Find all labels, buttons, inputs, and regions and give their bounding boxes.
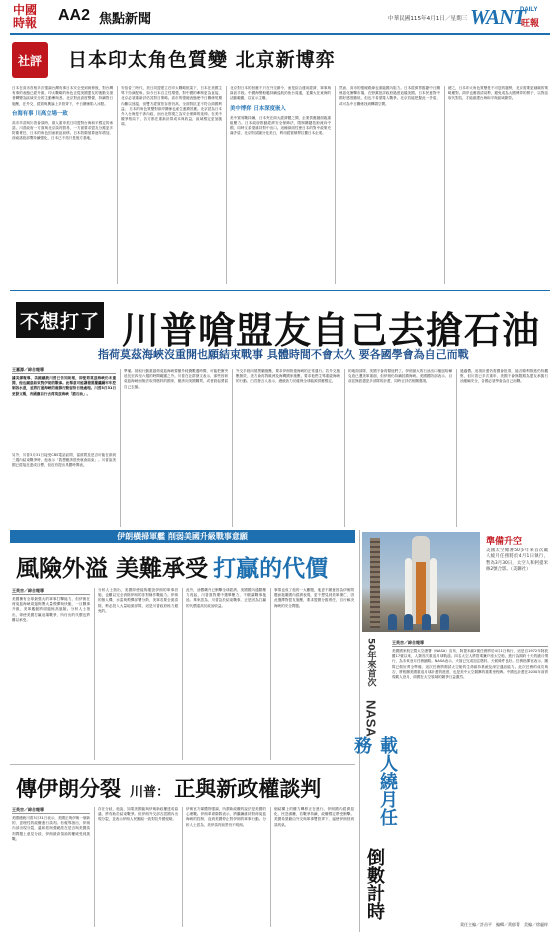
editorial-col2-text: 安倍晉三時代，美日同盟建立在印太戰略框架下，日本在美國主導下扮演配角。如今日本自主性增強，對中國的牽制更為直接，北京必須重新評估其對日策略。高市的強硬表態使中日關係短期內難以回溫，但雙方經貿依存度仍高，全面對抗並不符合兩國利益。 xyxy=(121,86,222,111)
main-lede: 據美媒報導，美國總統川普已告知助理，即使荷莫茲海峽仍未重開，他也願意結束對伊朗的戰事。此舉意可能讓德黑蘭繼續牢牢控制該水道，並將打通海峽的複雜行動留待日後處理。川普3月31日更發文稱，各國應自行去荷莫茲海峽「搶石油」。 xyxy=(12,376,116,396)
sidebar-col2: 分析人士指出，美國即使能夠摧毀伊朗的軍事設施，也難以完全消除伊朗的非對稱作戰能力。伊朗的無人機、水雷與飛彈部署分散，美軍若要全面清除，勢必投入大量地面部隊，這是川普政府極力避免的。 xyxy=(98,588,178,613)
editorial-col1b-text: 高市早苗與川普會談時，兩人重申美日同盟對台海和平穩定的承諾。川普政府一方面與北京談判貿易，一方面要求盟友分擔更多防衛責任，日本的角色因而被迫前移。日本防衛預算逐年增加，西南諸島部署持續強化，日本已不再只是後方基地。 xyxy=(12,120,113,141)
nasa-vlabel-top-text: 50年來首次 xyxy=(365,638,376,687)
astronaut-figure xyxy=(422,614,431,630)
editorial-col5-text: 總之，日本印太角色質變是不可逆的趨勢，北京需要更細緻的策略應對。兩岸也應看清局勢，避免成為大國博弈的棋子，以對話取代對抗，才能維護台海和平與區域繁榮。 xyxy=(448,86,548,101)
divider xyxy=(226,86,227,284)
editorial-col3 xyxy=(230,86,331,284)
editorial-col3b-text: 美中貿易戰持續，日本夾在兩大經濟體之間，企業供應鏈面臨重組壓力。日本政府推動經濟安全保障法，限制關鍵技術流向中國，同時又希望維持對中出口。這種兩面性使日本的對中政策充滿矛盾，北京則試圖分化美日，利用經貿槓桿拉攏日本企業。 xyxy=(230,115,331,136)
editorial-col2 xyxy=(121,86,222,284)
want-daily-logo xyxy=(470,3,548,33)
nasa-byline: 王英吉／綜合報導 xyxy=(392,640,548,647)
editorial-col5 xyxy=(448,86,548,284)
nasa-headline-2-text: 倒數計時 xyxy=(364,848,385,920)
story-two-col2: 存在分歧，他說，如果美國能與伊朗新政權達成協議，將有助於結束戰爭。但伊朗外交部否認國內出現分裂，並表示伊朗人民團結一致對抗外國侵略。 xyxy=(98,807,178,822)
divider xyxy=(182,807,183,927)
section-rule xyxy=(10,764,355,765)
logo-bottom: 時報 xyxy=(13,16,38,30)
story-two xyxy=(10,767,355,932)
nasa-headline-1 xyxy=(351,736,398,842)
sidebar-headline-a: 風險外溢 美難承受 xyxy=(16,556,209,582)
divider xyxy=(344,369,345,527)
sidebar-headline-b: 打贏的代價 xyxy=(213,556,329,582)
sidebar-col3: 此外，油價飆升已衝擊全球經濟，美國國內通膨壓力再起，川普面對期中選舉壓力，不願讓戰事拖延。專家認為，川普急於結束戰事，正是因為打贏的代價遠高於政治收益。 xyxy=(186,588,266,608)
astronaut-figure xyxy=(440,614,449,630)
divider xyxy=(120,369,121,527)
main-col4: 的地面部隊，美國不會再幫他們了。伊朗最大的石油出口樞紐哈爾克島已遭美軍重創，但伊朗仍持續封鎖海峽。美國國防部表示，目前並無派遣更多部隊的計畫，同時正評估相關選項。 xyxy=(348,369,452,384)
main-byline: 王嘉源／綜合報導 xyxy=(12,367,116,374)
main-kicker-text: 不想打了 xyxy=(19,310,100,333)
editorial-col4 xyxy=(339,86,440,284)
main-col5: 過適價。這項計畫仍需國會批准，能否順利推進仍待觀察，但川普已多次重申，美國不會無限期為盟友承擔石油運輸安全，各國必須學會為自己而戰。 xyxy=(460,369,548,384)
divider xyxy=(335,86,336,284)
astronaut-group xyxy=(382,612,462,630)
nasa-vlabel-top xyxy=(362,638,380,700)
sidebar-bar-text: 伊朗橫掃軍艦 削弱美國升級戰事意願 xyxy=(117,532,248,541)
nasa-story xyxy=(351,530,550,932)
story-two-col4: 個結構上的權力轉移正在進行。伊朗國內經濟惡化、民怨沸騰，若戰爭持續，政權穩定將受衝擊。美國希望藉由外交與軍事雙管齊下，逼使伊朗回到談判桌。 xyxy=(274,807,354,827)
brand-want: WANT xyxy=(470,5,526,29)
brand-cn: 旺報 xyxy=(521,19,540,29)
editorial-badge xyxy=(12,42,48,78)
story-two-headline-b: 川普： xyxy=(130,785,170,800)
date-line: 中華民國115年4月1日／星期三 xyxy=(388,16,468,22)
divider xyxy=(456,369,457,527)
sidebar-col1-wrap xyxy=(12,588,90,760)
main-kicker xyxy=(16,302,104,338)
story-two-headline xyxy=(16,773,321,803)
sidebar-col4: 事情也成了他的一大難題，他更不願意因為伊朗問題而拖累國內經濟表現，更不想見到美軍傷亡，因此選擇對盟友施壓，要求盟國分擔責任，自行解決海峽的安全問題。 xyxy=(274,588,354,608)
divider xyxy=(444,86,445,284)
china-times-logo xyxy=(13,4,43,32)
divider xyxy=(182,588,183,760)
nasa-tag: 準備升空 xyxy=(486,537,523,547)
story-two-headline-a: 傳伊朗分裂 xyxy=(16,777,121,801)
story-two-byline: 王英吉／綜合報導 xyxy=(12,807,90,814)
editorial-headline: 日本印太角色質變 北京新博弈 xyxy=(68,49,336,71)
masthead-rule xyxy=(10,33,550,35)
story-two-headline-c: 正與新政權談判 xyxy=(174,777,322,801)
story-two-col3: 伊朗官方媒體則強調，所謂新政權的說法是美國的心理戰。伊朗革命衛隊表示，將繼續維持對荷莫茲海峽的控制，直到美國停止對伊朗的軍事行動。分析人士認為，美伊談判前景仍不明朗。 xyxy=(186,807,266,827)
rocket-launch-photo xyxy=(362,532,480,632)
editorial-col2b-text: 日本的角色質變對兩岸關係也產生連鎖效應。北京認為日本介入台海是干涉內政，而台北則視之為安全保障的延伸。在美中競爭格局下，各方都在重新計算成本與收益，區域穩定更加脆弱。 xyxy=(121,106,222,127)
launch-tower xyxy=(370,538,380,628)
nasa-body-wrap xyxy=(392,640,548,920)
sidebar-col1: 美國擁有全球最強大的軍事打擊能力，但伊朗在荷莫茲海峽周邊佈署大量飛彈與快艇，一旦戰事升級，美軍艦艇將面臨極高風險。分析人士指出，即使美國打贏這場戰爭，所付出的代價也將難以承受。 xyxy=(12,597,90,622)
main-headline: 川普嗆盟友自己去搶石油 xyxy=(122,308,540,352)
nasa-body: 美國國家航空暨太空總署（NASA）宣布，阿提米絲2號任務將於4月1日執行，這是自1972年阿波羅17號以來，人類首次重返月球軌道。四名太空人將搭乘獵戶座太空船，進行為期約十天的繞月飛行，為未來登月任務鋪路。NASA表示，火箭已完成加注燃料，天候條件良好。任務指揮官表示，團隊已做好萬全準備，這次任務將測試太空船的生命維持系統及深空通訊能力。此次任務的成功與否，將攸關美國重返月球計畫的進度，也是美中太空競賽的重要里程碑。中國也計畫在2030年前實現載人登月，兩國在太空領域的競爭日益激烈。 xyxy=(392,649,548,680)
section-code: AA2 xyxy=(58,7,91,24)
page-credit: 責任主編／許昌平 編輯／黃郁菁 美編／徐麗梓 xyxy=(460,922,548,927)
astronaut-figure xyxy=(404,614,413,630)
section-name: 焦點新聞 xyxy=(99,12,152,27)
divider xyxy=(270,807,271,927)
editorial-col3-text: 北京對日本的回應不只在外交辭令，而是綜合運用經濟、軍事與資訊手段。中國海警船艦持續巡航釣魚台周邊，並擴大在東海的活動範圍，以宣示主權。 xyxy=(230,86,331,101)
editorial-subhead-2: 美中博弈 日本深度嵌入 xyxy=(230,105,286,112)
masthead xyxy=(0,0,553,37)
nasa-brand-text: NASA xyxy=(363,700,379,737)
main-col2: 準備。採取行動重啟荷莫茲海峽要額外耗費數週時間，可能把衝突延長至四至六週的時間範圍之外。川普在社群發文表示，那些因荷莫茲海峽而無法取得燃料的國家，應該向美國購買，或者鼓起勇氣自己去搶。 xyxy=(124,369,228,389)
sidebar-byline: 王英吉／綜合報導 xyxy=(12,588,90,595)
sidebar-bar xyxy=(10,530,355,543)
main-deck: 指荷莫茲海峽沒重開也願結束戰事 具體時間不會太久 要各國學會為自己而戰 xyxy=(98,348,469,361)
main-col3: 外交手段向德黑蘭施壓，要求伊朗恢復海峽的正常通行。若外交施壓無效，美方會再對歐洲及海灣國家施壓，要求他們主導重啟海峽的行動。白宮發言人表示，總統致力於確保全球能源供應穩定。 xyxy=(236,369,340,384)
main-col1: 另外，川普3月31日接受CBS電話訪問，當被問及是否可能在兩到三週內結束戰爭時，他表示「我想應該很快就會結束」。川普說美國已經接近達成目標，但沒有提出具體時間表。 xyxy=(12,453,116,468)
story-two-col1-wrap xyxy=(12,807,90,927)
divider xyxy=(232,369,233,527)
astronaut-figure xyxy=(388,614,397,630)
nasa-caption: 美國太空總署50多年來首次載人繞月任務將於4月1日執行，暫為3月30日，太空人和阿提米絲2號合影。（美聯社） xyxy=(486,548,548,573)
editorial-subhead-1: 台海有事 川高立場一致 xyxy=(12,110,68,117)
brand-daily: DAILY xyxy=(520,7,538,13)
divider xyxy=(359,530,360,932)
divider xyxy=(117,86,118,284)
nasa-brand xyxy=(362,700,380,737)
main-story xyxy=(10,293,550,531)
divider xyxy=(94,807,95,927)
story-two-col1: 美國總統川普3月31日表示，美國正與伊朗一個新的、更理性的政權進行談判。有報導指出，伊朗內部出現分裂，溫和派與強硬派在是否與美國談判問題上意見分歧，伊朗最高領袖的權威受到挑戰。 xyxy=(12,816,90,841)
nasa-headline-2 xyxy=(362,848,386,922)
section-rule xyxy=(10,290,550,291)
divider xyxy=(94,588,95,760)
editorial-section xyxy=(10,38,550,288)
editorial-badge-text: 社評 xyxy=(17,53,42,68)
nasa-headline-1-text: 載人繞月任務 xyxy=(351,736,398,826)
logo-top: 中國 xyxy=(13,3,38,17)
sidebar-headline xyxy=(16,550,328,583)
main-lede-box xyxy=(12,367,116,451)
sidebar-story xyxy=(10,530,355,765)
editorial-col1-text: 日本在高市首相多次強調台灣有事日本安全受到威脅後，對台灣有事的表態已經升級，印太戰略的角色正從美國盟友的後勤支援者轉變為區域安全的主動參與者。北京對此高度警覺，持續對日施壓，在外交、經貿與輿論上多管齊下，中日關係陷入冰點。 xyxy=(12,86,113,106)
editorial-col1 xyxy=(12,86,113,284)
divider xyxy=(270,588,271,760)
editorial-col4-text: 然而，高市的強硬路線也面臨國內阻力。日本經濟界擔憂中日關係惡化衝擊市場，在野黨批評政府過度追隨美國。日本民意對中國好感度雖低，但也不希望捲入戰爭。北京若能把握此一矛盾，或可為中日關係找到轉圜空間。 xyxy=(339,86,440,106)
